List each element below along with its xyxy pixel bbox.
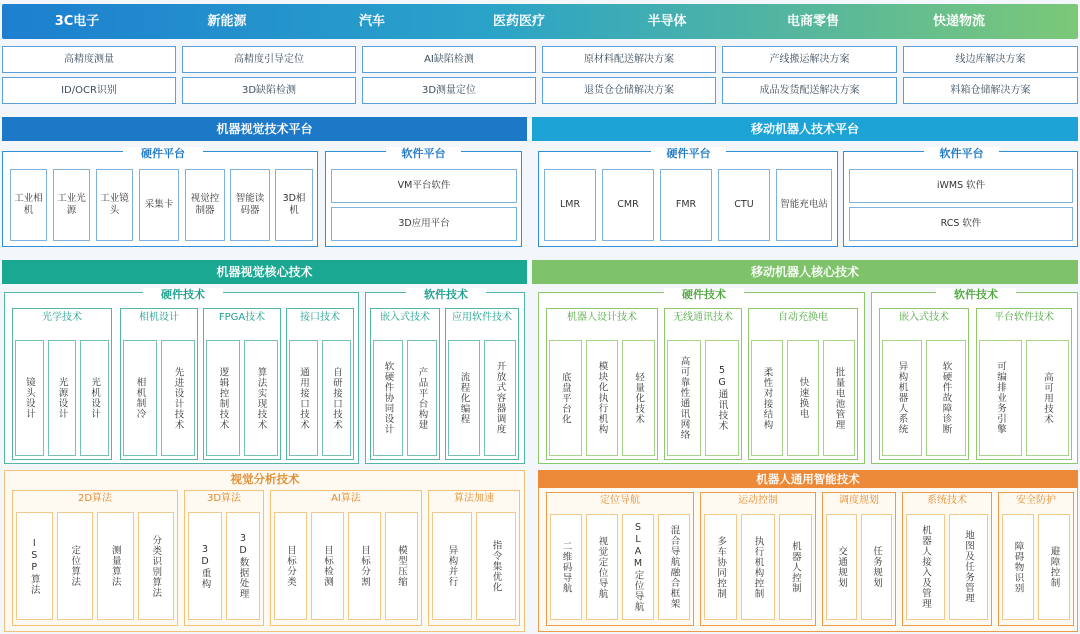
mv-core-hw-item: 算法实现技术	[244, 340, 278, 456]
mr-core-hw-item: 高可靠性通讯网络	[667, 340, 701, 456]
mv-core-sw-item: 产品平台构建	[407, 340, 437, 456]
robot-intel-item: 交通规划	[826, 514, 857, 620]
mv-hw-item: 采集卡	[139, 169, 179, 241]
mv-hw-item: 智能读码器	[230, 169, 270, 241]
robot-intel-item: 视觉定位导航	[586, 514, 618, 620]
robot-intel-item: 避障控制	[1038, 514, 1070, 620]
mv-sw-platform-title: 软件平台	[386, 147, 461, 161]
solution-item: 3D测量定位	[362, 77, 536, 104]
vision-analysis-group-title: 算法加速	[454, 493, 494, 504]
mv-core-hw-item: 自研接口技术	[322, 340, 351, 456]
mr-sw-platform-title: 软件平台	[924, 147, 999, 161]
mv-core-hw-title: 硬件技术	[143, 288, 223, 302]
mv-core-hw-group-title: FPGA技术	[218, 312, 266, 323]
vision-analysis-item: 目标分割	[348, 512, 381, 620]
vision-analysis-item: 3D重构	[188, 512, 222, 620]
mv-sw-item: VM平台软件	[331, 169, 517, 203]
robot-intel-item: 机器人控制	[779, 514, 812, 620]
vision-analysis-title: 视觉分析技术	[230, 472, 300, 486]
mr-core-sw-group-title: 嵌入式技术	[899, 312, 949, 323]
solution-item: 料箱仓储解决方案	[903, 77, 1078, 104]
mr-core-hw-item: 快速换电	[787, 340, 819, 456]
industry-new-energy: 新能源	[207, 14, 247, 29]
vision-analysis-item: 测量算法	[97, 512, 134, 620]
mv-core-hw-item: 光源设计	[48, 340, 77, 456]
solution-item: 3D缺陷检测	[182, 77, 356, 104]
mr-core-hw-item: 模块化执行机构	[586, 340, 619, 456]
robot-intel-item: 多车协同控制	[704, 514, 737, 620]
solution-item: AI缺陷检测	[362, 46, 536, 73]
vision-analysis-item: 分类识别算法	[138, 512, 175, 620]
mr-hw-platform-title: 硬件平台	[651, 147, 726, 161]
industry-auto: 汽车	[358, 14, 385, 29]
mv-core-sw-title: 软件技术	[406, 288, 486, 302]
robot-intel-group-title: 运动控制	[738, 495, 778, 506]
mr-core-hw-item: 批量电池管理	[823, 340, 855, 456]
mr-hw-item: LMR	[544, 169, 596, 241]
solution-item: 高精度测量	[2, 46, 176, 73]
robot-intel-item: 任务规划	[861, 514, 892, 620]
mv-core-hw-item: 镜头设计	[15, 340, 44, 456]
mv-core-sw-group-title: 嵌入式技术	[380, 312, 430, 323]
mr-platform-header: 移动机器人技术平台	[532, 117, 1078, 141]
vision-analysis-item: 模型压缩	[385, 512, 418, 620]
solution-item: 高精度引导定位	[182, 46, 356, 73]
mr-core-hw-item: 轻量化技术	[622, 340, 655, 456]
robot-intel-item: 机器人接入及管理	[906, 514, 945, 620]
solution-item: 原材料配送解决方案	[542, 46, 716, 73]
mr-hw-item: 智能充电站	[776, 169, 832, 241]
vision-analysis-group-title: AI算法	[331, 493, 361, 504]
mr-core-hw-group-title: 机器人设计技术	[567, 312, 637, 323]
mr-core-sw-item: 软硬件故障诊断	[926, 340, 966, 456]
mr-core-hw-item: 5G通讯技术	[705, 340, 739, 456]
mr-hw-item: CMR	[602, 169, 654, 241]
mv-core-hw-group-title: 相机设计	[139, 312, 179, 323]
robot-intel-title: 机器人通用智能技术	[538, 470, 1078, 488]
mr-hw-item: CTU	[718, 169, 770, 241]
mv-core-sw-item: 软硬件协同设计	[373, 340, 403, 456]
mr-core-sw-group-title: 平台软件技术	[994, 312, 1054, 323]
mv-hw-item: 3D相机	[275, 169, 313, 241]
mv-core-hw-item: 光机设计	[80, 340, 109, 456]
mv-sw-item: 3D应用平台	[331, 207, 517, 241]
mv-core-hw-group-title: 光学技术	[42, 312, 82, 323]
industry-pharma: 医药医疗	[492, 14, 545, 29]
mv-core-sw-item: 开放式容器调度	[484, 340, 516, 456]
solution-item: ID/OCR识别	[2, 77, 176, 104]
robot-intel-group-title: 系统技术	[927, 495, 967, 506]
mr-sw-item: iWMS 软件	[849, 169, 1073, 203]
mv-hw-item: 视觉控制器	[185, 169, 225, 241]
vision-analysis-group-title: 2D算法	[77, 493, 113, 504]
robot-intel-item: 障碍物识别	[1002, 514, 1034, 620]
mv-hw-item: 工业相机	[10, 169, 47, 241]
mr-hw-item: FMR	[660, 169, 712, 241]
vision-analysis-item: 指令集优化	[476, 512, 516, 620]
mv-core-sw-item: 流程化编程	[448, 340, 480, 456]
mv-core-hw-item: 通用接口技术	[289, 340, 318, 456]
robot-intel-group-title: 定位导航	[600, 495, 640, 506]
industry-ecommerce: 电商零售	[786, 14, 839, 29]
mr-core-sw-item: 可编排业务引擎	[979, 340, 1022, 456]
mr-core-hw-group-title: 自动充换电	[778, 312, 828, 323]
robot-intel-group-title: 调度规划	[839, 495, 879, 506]
mr-core-hw-item: 底盘平台化	[549, 340, 582, 456]
robot-intel-item: 混合导航融合框架	[658, 514, 690, 620]
mv-hw-item: 工业光源	[53, 169, 90, 241]
mv-core-hw-group-title: 接口技术	[300, 312, 340, 323]
vision-analysis-item: 目标检测	[311, 512, 344, 620]
robot-intel-item: 执行机构控制	[741, 514, 774, 620]
mv-core-hw-item: 先进设计技术	[161, 340, 195, 456]
industry-3c: 3C电子	[54, 14, 100, 29]
robot-intel-item: 二维码导航	[550, 514, 582, 620]
solution-item: 产线搬运解决方案	[722, 46, 897, 73]
mr-core-header: 移动机器人核心技术	[532, 260, 1078, 284]
mv-hw-platform-title: 硬件平台	[123, 147, 203, 161]
vision-analysis-item: 3D数据处理	[226, 512, 260, 620]
solution-item: 退货仓仓储解决方案	[542, 77, 716, 104]
robot-intel-item: 地图及任务管理	[949, 514, 988, 620]
mv-core-hw-item: 相机制冷	[123, 340, 157, 456]
vision-analysis-item: 定位算法	[57, 512, 94, 620]
vision-analysis-item: ISP算法	[16, 512, 53, 620]
industry-logistics: 快递物流	[932, 14, 985, 29]
mv-core-sw-group-title: 应用软件技术	[452, 312, 512, 323]
mr-core-sw-item: 高可用技术	[1026, 340, 1069, 456]
mr-core-hw-group-title: 无线通讯技术	[673, 312, 733, 323]
mr-sw-item: RCS 软件	[849, 207, 1073, 241]
mr-core-sw-title: 软件技术	[936, 288, 1016, 302]
mv-core-header: 机器视觉核心技术	[2, 260, 527, 284]
mv-core-hw-item: 逻辑控制技术	[206, 340, 240, 456]
mr-core-sw-item: 异构机器人系统	[882, 340, 922, 456]
robot-intel-group-title: 安全防护	[1016, 495, 1056, 506]
vision-analysis-group-title: 3D算法	[206, 493, 242, 504]
mv-platform-header: 机器视觉技术平台	[2, 117, 527, 141]
vision-analysis-item: 异构并行	[432, 512, 472, 620]
mr-core-hw-item: 柔性对接结构	[751, 340, 783, 456]
solution-item: 成品发货配送解决方案	[722, 77, 897, 104]
industry-semiconductor: 半导体	[647, 14, 687, 29]
vision-analysis-item: 目标分类	[274, 512, 307, 620]
industry-band	[2, 4, 1078, 39]
mv-hw-item: 工业镜头	[96, 169, 133, 241]
solution-item: 线边库解决方案	[903, 46, 1078, 73]
mr-core-hw-title: 硬件技术	[664, 288, 744, 302]
robot-intel-item: SLAM定位导航	[622, 514, 654, 620]
